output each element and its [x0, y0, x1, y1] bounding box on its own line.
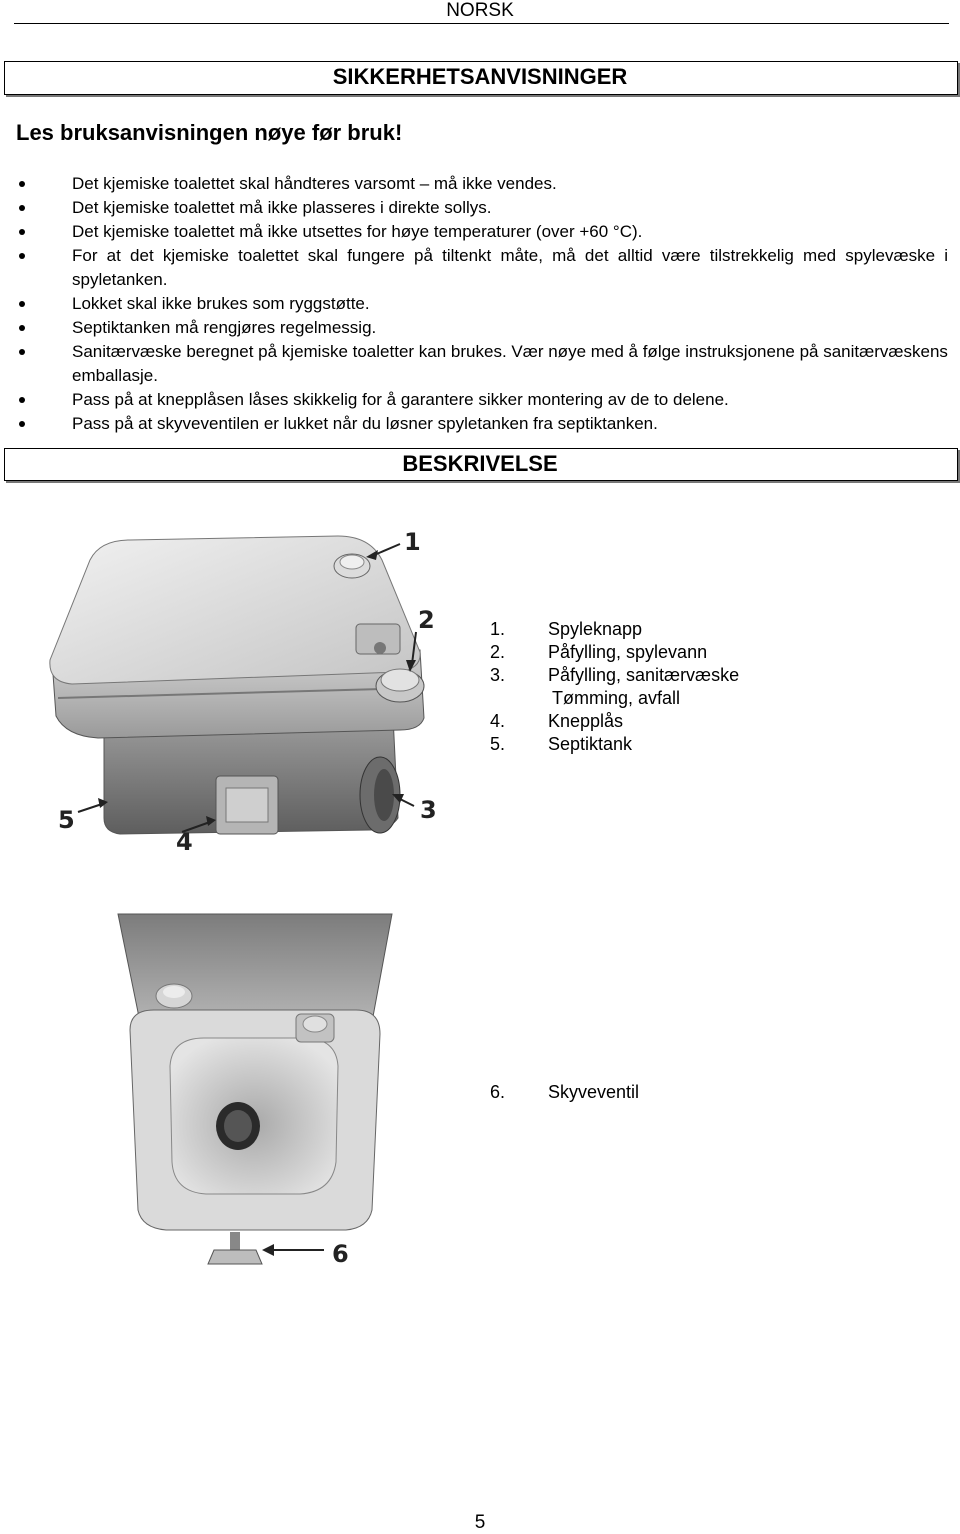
list-item: [490, 1081, 639, 1104]
part-number: 4.: [490, 711, 506, 731]
callout-6: 6: [332, 1240, 349, 1268]
description-title: BESKRIVELSE: [402, 451, 558, 476]
bullet-icon: [19, 181, 25, 187]
list-item: [0, 244, 960, 292]
part-label: Skyveventil: [548, 1082, 640, 1102]
list-item-text: Det kjemiske toalettet må ikke plasseres i direkte sollys.: [72, 198, 492, 217]
list-item-text: Pass på at skyveventilen er lukket når du løsner spyletanken fra septiktanken.: [72, 414, 658, 433]
list-item-text: Det kjemiske toalettet skal håndteres varsomt – må ikke vendes.: [72, 174, 557, 193]
list-item-text: Det kjemiske toalettet må ikke utsettes for høye temperaturer (over +60 °C).: [72, 222, 643, 241]
safety-title: SIKKERHETSANVISNINGER: [332, 64, 628, 89]
list-item-text: Septiktanken må rengjøres regelmessig.: [72, 318, 377, 337]
list-item: [0, 412, 960, 436]
part-number: 2.: [490, 642, 506, 662]
header-rule: [14, 23, 949, 24]
list-item: [490, 733, 739, 756]
bullet-icon: [19, 325, 25, 331]
list-item-text: Lokket skal ikke brukes som ryggstøtte.: [72, 294, 370, 313]
parts-list-2: [490, 1081, 639, 1104]
part-label-continuation: Tømming, avfall: [552, 688, 681, 708]
callout-1: 1: [404, 528, 421, 556]
list-item-text: Sanitærvæske beregnet på kjemiske toaletter kan brukes. Vær nøye med å følge instruksjonene på sanitærvæskens emballasje.: [72, 342, 948, 385]
bullet-icon: [19, 253, 25, 259]
toilet-open-illustration: [110, 910, 400, 1280]
part-label: Påfylling, spylevann: [548, 642, 708, 662]
callout-5: 5: [58, 806, 75, 834]
list-item: [0, 220, 960, 244]
list-item: [0, 316, 960, 340]
bullet-icon: [19, 349, 25, 355]
list-item: [0, 172, 960, 196]
bullet-icon: [19, 397, 25, 403]
callout-3: 3: [420, 796, 437, 824]
part-label: Påfylling, sanitærvæske: [548, 665, 740, 685]
language-header: NORSK: [446, 0, 514, 21]
list-item: [0, 340, 960, 388]
list-item: [0, 388, 960, 412]
list-item-text: For at det kjemiske toalettet skal fungere på tiltenkt måte, må det alltid være tilstrekkelig med spylevæske i spyletanken.: [72, 246, 948, 289]
part-number: 6.: [490, 1082, 506, 1102]
part-number: 3.: [490, 665, 506, 685]
part-label: Septiktank: [548, 734, 633, 754]
list-item: [490, 664, 739, 710]
list-item: [490, 641, 739, 664]
bullet-icon: [19, 229, 25, 235]
toilet-closed-illustration: [0, 500, 470, 870]
page-number: 5: [474, 1512, 486, 1533]
list-item-text: Pass på at knepplåsen låses skikkelig for å garantere sikker montering av de to delene.: [72, 390, 729, 409]
part-number: 5.: [490, 734, 506, 754]
bullet-icon: [19, 205, 25, 211]
callout-4: 4: [176, 828, 193, 856]
safety-lead: Les bruksanvisningen nøye før bruk!: [16, 120, 403, 145]
part-number: 1.: [490, 619, 506, 639]
part-label: Knepplås: [548, 711, 624, 731]
list-item: [0, 292, 960, 316]
safety-bullet-list: [0, 172, 960, 436]
parts-list: [490, 618, 739, 756]
list-item: [490, 618, 739, 641]
bullet-icon: [19, 301, 25, 307]
part-label: Spyleknapp: [548, 619, 643, 639]
bullet-icon: [19, 421, 25, 427]
callout-2: 2: [418, 606, 435, 634]
list-item: [0, 196, 960, 220]
list-item: [490, 710, 739, 733]
